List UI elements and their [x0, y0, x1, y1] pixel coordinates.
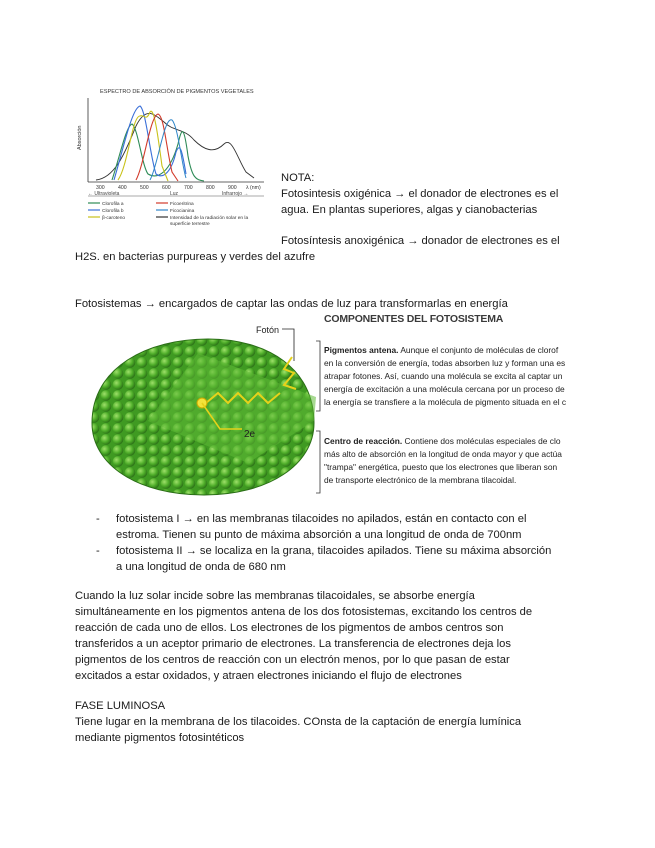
bullet-1-dash: - — [96, 513, 100, 525]
bullet-1-line-2: estroma. Tienen su punto de máxima absorción a una longitud de onda de 700nm — [116, 529, 522, 541]
tick-unit: λ (nm) — [246, 185, 261, 191]
legend-solar: Intensidad de la radiación solar en la — [170, 216, 249, 221]
tick-400: 400 — [118, 185, 127, 191]
legend-chl-b: Clorofila b — [102, 209, 124, 214]
region-ir: Infrarrojo → — [222, 191, 249, 197]
region-uv: ← Ultravioleta — [88, 191, 120, 197]
tick-300: 300 — [96, 185, 105, 191]
paragraph-line-4: transferidos a un aceptor primario de electrones. La transferencia de electrones deja los — [75, 638, 511, 650]
chlorophyll-b-curve — [114, 106, 186, 180]
paragraph-line-5: pigmentos de los centros de reacción con un electrón menos, por lo que pasan de estar — [75, 654, 510, 666]
antena-heading: Pigmentos antena. — [324, 345, 399, 355]
antena-text-0: Aunque el conjunto de moléculas de clorof — [398, 345, 559, 355]
paragraph-line-1: Cuando la luz solar incide sobre las membranas tilacoidales, se absorbe energía — [75, 590, 475, 602]
spectrum-chart — [74, 86, 274, 232]
bullet-2-dash: - — [96, 545, 100, 557]
phycoerythrin-curve — [136, 114, 178, 181]
paragraph-line-6: excitados a estar oxidados, y atraen electrones iniciando el flujo de electrones — [75, 670, 462, 682]
tick-900: 900 — [228, 185, 237, 191]
legend-carotene: β-caroteno — [102, 216, 126, 221]
paragraph-line-3: reacción de cada uno de ellos. Los electrones de los pigmentos de ambos centros son — [75, 622, 504, 634]
nota-line-3: Fotosíntesis anoxigénica → donador de electrones es el — [281, 235, 560, 247]
tick-700: 700 — [184, 185, 193, 191]
paragraph-line-2: simultáneamente en los pigmentos antena de los dos fotosistemas, excitando los centros de — [75, 606, 533, 618]
centro-line-1 — [324, 435, 576, 448]
tick-800: 800 — [206, 185, 215, 191]
centro-line-2: más alto de absorción en la longitud de onda mayor y que actúa — [324, 449, 562, 459]
antena-bracket — [316, 341, 320, 411]
antena-line-4: energía de excitación a una molécula cercana por un proceso de — [324, 384, 565, 394]
chlorophyll-a-curve — [112, 124, 204, 181]
nota-line-4: H2S. en bacterias purpureas y verdes del azufre — [75, 251, 316, 263]
antena-callout — [324, 344, 576, 409]
legend-phycoerythrin: Ficoeritrina — [170, 202, 194, 207]
spectrum-title: ESPECTRO DE ABSORCIÓN DE PIGMENTOS VEGETALES — [100, 89, 254, 95]
legend-chl-a: Clorofila a — [102, 202, 124, 207]
centro-line-4: de transporte electrónico de la membrana tilacoidal. — [324, 475, 517, 485]
fotosistemas-intro: Fotosistemas → encargados de captar las ondas de luz para transformarlas en energía — [75, 298, 508, 310]
centro-heading: Centro de reacción. — [324, 436, 403, 446]
nota-heading: NOTA: — [281, 172, 315, 184]
photon-label: Fotón — [256, 325, 280, 335]
region-light: Luz — [170, 191, 179, 197]
centro-bracket — [316, 431, 320, 493]
nota-line-1: Fotosintesis oxigénica → el donador de electrones es el — [281, 188, 559, 200]
fase-line-2: mediante pigmentos fotosintéticos — [75, 732, 245, 744]
fase-line-1: Tiene lugar en la membrana de los tilacoides. COnsta de la captación de energía lumínica — [75, 716, 522, 728]
centro-text-0: Contiene dos moléculas especiales de clo — [402, 436, 561, 446]
components-title: COMPONENTES DEL FOTOSISTEMA — [324, 313, 504, 325]
electron-label: 2e — [244, 429, 256, 440]
tick-500: 500 — [140, 185, 149, 191]
photon-pointer — [282, 329, 294, 361]
bullet-2-line-1: fotosistema II → se localiza en la grana, tilacoides apilados. Tiene su máxima absorción — [116, 545, 552, 557]
centro-line-3: "trampa" energética, puesto que los electrones que liberan son — [324, 462, 558, 472]
antena-line-2: en la conversión de energía, todas absorben luz y forman una es — [324, 358, 566, 368]
spectrum-ylabel: Absorción — [77, 125, 83, 150]
solar-radiation-curve — [96, 113, 254, 180]
legend-solar-cont: superficie terrestre — [170, 222, 210, 227]
tick-600: 600 — [162, 185, 171, 191]
legend-phycocyanin: Ficocianina — [170, 209, 195, 214]
centro-callout — [324, 435, 576, 487]
antena-line-3: atrapar fotones. Así, cuando una molécula se excita al captar un — [324, 371, 563, 381]
fase-heading: FASE LUMINOSA — [75, 700, 166, 712]
bullet-2-line-2: a una longitud de onda de 680 nm — [116, 561, 286, 573]
antena-line-1 — [324, 344, 576, 357]
nota-line-2: agua. En plantas superiores, algas y cianobacterias — [281, 204, 538, 216]
photosystem-figure — [88, 313, 576, 503]
antena-line-5: la energía se transfiere a la molécula de pigmento situada en el c — [324, 397, 567, 407]
absorption-spectrum-figure — [74, 86, 274, 232]
bullet-1-line-1: fotosistema I → en las membranas tilacoides no apilados, están en contacto con el — [116, 513, 527, 525]
